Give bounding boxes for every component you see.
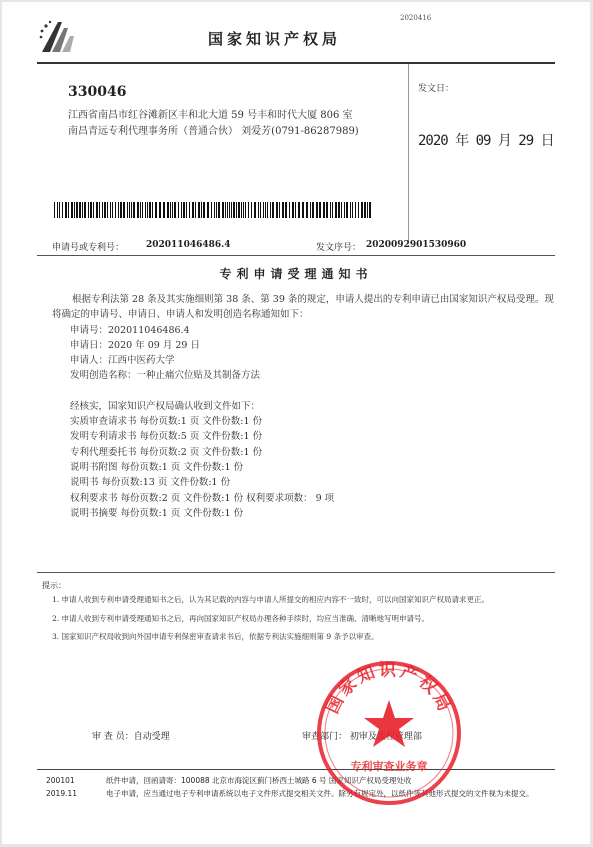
form-code: 200101 <box>46 776 75 785</box>
app-date-line: 申请日：2020 年 09 月 29 日 <box>70 339 200 351</box>
header-divider <box>408 64 409 242</box>
address-line-1: 江西省南昌市红谷滩新区丰和北大道 59 号丰和时代大厦 806 室 <box>68 110 353 121</box>
applicant-line: 申请人：江西中医药大学 <box>70 355 175 367</box>
file-item: 说明书附图 每份页数:1 页 文件份数:1 份 <box>70 461 244 473</box>
zip-code: 330046 <box>68 84 127 100</box>
send-no: 2020092901530960 <box>366 240 467 250</box>
note-item: 3. 国家知识产权局收到向外国申请专利保密审查请求书后，依据专利法实施细则第 9 条予以审查。 <box>52 632 379 641</box>
cnipa-logo-icon <box>38 16 78 56</box>
app-no-label: 申请号或专利号： <box>52 243 125 253</box>
notes-rule <box>37 572 555 573</box>
file-item: 说明书 每份页数:13 页 文件份数:1 份 <box>70 477 231 489</box>
footer-rule <box>37 769 555 770</box>
intro-paragraph: 根据专利法第 28 条及其实施细则第 38 条、第 39 条的规定，申请人提出的专利申请已由国家知识产权局受理。现将确定的申请号、申请日、申请人和发明创造名称通知如下： <box>52 294 554 321</box>
notes-label: 提示： <box>42 581 66 590</box>
address-line-2: 南昌青远专利代理事务所（普通合伙） 刘爱芳(0791-86287989) <box>68 126 359 137</box>
review-dept: 审查部门： 初审及流程管理部 <box>302 732 422 742</box>
reviewer: 审 查 员：自动受理 <box>92 732 170 742</box>
notice-page <box>2 2 590 844</box>
notice-title: 专利申请受理通知书 <box>219 267 373 281</box>
top-rule <box>37 62 555 64</box>
dispatch-date: 2020 年 09 月 29 日 <box>418 133 554 149</box>
app-no-line: 申请号：202011046486.4 <box>70 324 190 336</box>
barcode <box>54 202 372 218</box>
section-rule <box>37 255 555 256</box>
notes-list <box>52 594 552 650</box>
file-item: 实质审查请求书 每份页数:1 页 文件份数:1 份 <box>70 416 263 428</box>
dispatch-date-label: 发文日： <box>418 84 455 94</box>
send-no-label: 发文序号： <box>316 243 362 253</box>
file-item: 发明专利请求书 每份页数:5 页 文件份数:1 份 <box>70 431 263 443</box>
app-no: 202011046486.4 <box>146 240 231 250</box>
form-version: 2019.11 <box>46 789 78 798</box>
footer-paper-line: 纸件申请，回函请寄：100088 北京市海淀区蓟门桥西土城路 6 号 国家知识产权局受理处收 <box>106 776 412 785</box>
file-item: 专利代理委托书 每份页数:2 页 文件份数:1 份 <box>70 446 263 458</box>
file-item: 说明书摘要 每份页数:1 页 文件份数:1 份 <box>70 507 244 519</box>
note-item: 1. 申请人收到专利申请受理通知书之后，认为其记载的内容与申请人所提交的相应内容不一致时，可以向国家知识产权局请求更正。 <box>52 595 490 604</box>
svg-text:国家知识产权局: 国家知识产权局 <box>322 660 456 717</box>
agency-title: 国家知识产权局 <box>208 30 342 48</box>
doc-code: 2020416 <box>400 14 432 22</box>
file-item: 权利要求书 每份页数:2 页 文件份数:1 份 权利要求项数： 9 项 <box>70 492 335 504</box>
check-intro: 经核实，国家知识产权局确认收到文件如下： <box>70 400 261 412</box>
svg-text:专利审查业务章: 专利审查业务章 <box>350 760 428 773</box>
recipient-address <box>68 108 403 140</box>
invention-line: 发明创造名称：一种止痛穴位贴及其制备方法 <box>70 370 261 382</box>
footer-electronic-line: 电子申请，应当通过电子专利申请系统以电子文件形式提交相关文件。除另有规定外，以纸件等其他形式提交的文件视为未提交。 <box>106 789 534 798</box>
note-item: 2. 申请人收到专利申请受理通知书之后，再向国家知识产权局办理各种手续时，均应当准确、清晰地写明申请号。 <box>52 613 430 623</box>
official-seal-icon <box>314 658 464 808</box>
notice-body <box>52 292 554 521</box>
